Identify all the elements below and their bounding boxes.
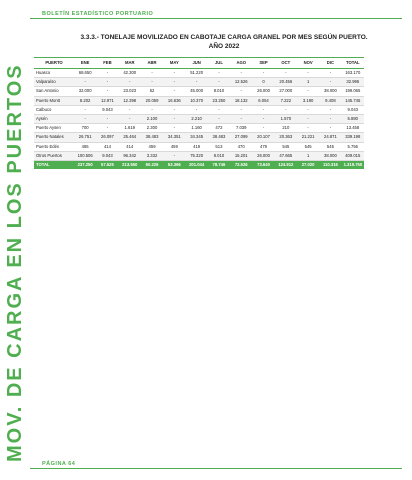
value-cell: 42.300 [119, 69, 141, 78]
value-cell: 409.015 [342, 151, 364, 160]
value-cell: 1.160 [185, 124, 207, 133]
value-cell: 45.000 [185, 87, 207, 96]
total-label-cell: TOTAL [34, 161, 74, 170]
value-cell: - [163, 115, 185, 124]
value-cell: - [319, 105, 341, 114]
footer-divider [30, 468, 402, 469]
value-cell: 545 [297, 142, 319, 151]
value-cell: - [319, 69, 341, 78]
value-cell: 96.342 [119, 151, 141, 160]
table-row [34, 133, 364, 142]
value-cell: - [96, 124, 118, 133]
value-cell: 32.995 [342, 78, 364, 87]
value-cell: 12.971 [96, 96, 118, 105]
value-cell: - [96, 115, 118, 124]
table-row [34, 78, 364, 87]
column-header-may: MAY [163, 58, 185, 69]
value-cell: 3.332 [141, 151, 163, 160]
value-cell: - [96, 78, 118, 87]
value-cell: 20.107 [252, 133, 274, 142]
table-row [34, 87, 364, 96]
value-cell: 34.351 [163, 133, 185, 142]
total-value-cell: 73.640 [252, 161, 274, 170]
table-header-row [34, 58, 364, 69]
value-cell: - [208, 69, 230, 78]
port-name-cell: Puerto Natales [34, 133, 74, 142]
total-value-cell: 57.525 [96, 161, 118, 170]
value-cell: - [297, 87, 319, 96]
value-cell: - [208, 105, 230, 114]
value-cell: 9.043 [342, 105, 364, 114]
value-cell: - [275, 69, 297, 78]
value-cell: - [141, 105, 163, 114]
total-value-cell: 72.526 [230, 161, 252, 170]
column-header-mar: MAR [119, 58, 141, 69]
header-title: BOLETÍN ESTADÍSTICO PORTUARIO [38, 11, 157, 17]
value-cell: 5.880 [342, 115, 364, 124]
value-cell: 38.000 [319, 87, 341, 96]
port-name-cell: Puerto Edén [34, 142, 74, 151]
value-cell: 414 [96, 142, 118, 151]
table-row [34, 124, 364, 133]
value-cell: - [163, 105, 185, 114]
value-cell: 8.010 [208, 151, 230, 160]
value-cell: - [208, 115, 230, 124]
value-cell: 7.039 [230, 124, 252, 133]
header-divider [30, 18, 402, 19]
value-cell: - [319, 78, 341, 87]
value-cell: - [141, 78, 163, 87]
value-cell: - [297, 115, 319, 124]
value-cell: - [119, 105, 141, 114]
value-cell: - [119, 78, 141, 87]
column-header-abr: ABR [141, 58, 163, 69]
table-title-line1: 3.3.3.- TONELAJE MOVILIZADO EN CABOTAJE CARGA GRANEL POR MES SEGÚN PUERTO. [80, 34, 368, 41]
value-cell: 26.751 [74, 133, 96, 142]
total-value-cell: 60.226 [141, 161, 163, 170]
value-cell: 2.300 [141, 124, 163, 133]
value-cell: 700 [74, 124, 96, 133]
value-cell: 470 [230, 142, 252, 151]
value-cell: 26.000 [252, 151, 274, 160]
value-cell: 339.198 [342, 133, 364, 142]
value-cell: - [163, 124, 185, 133]
value-cell: 23.023 [119, 87, 141, 96]
value-cell: - [230, 69, 252, 78]
value-cell: 459 [163, 142, 185, 151]
value-cell: 20.059 [141, 96, 163, 105]
value-cell: 3.190 [297, 96, 319, 105]
value-cell: 163.170 [342, 69, 364, 78]
value-cell: - [141, 69, 163, 78]
total-value-cell: 213.550 [119, 161, 141, 170]
table-row [34, 151, 364, 160]
port-name-cell: Aysén [34, 115, 74, 124]
column-header-nov: NOV [297, 58, 319, 69]
value-cell: 51.220 [185, 69, 207, 78]
column-header-dic: DIC [319, 58, 341, 69]
value-cell: 2.210 [185, 115, 207, 124]
value-cell: 32.000 [74, 87, 96, 96]
value-cell: 145.745 [342, 96, 364, 105]
column-header-sep: SEP [252, 58, 274, 69]
value-cell: 27.000 [275, 87, 297, 96]
value-cell: 12.398 [119, 96, 141, 105]
value-cell: - [230, 105, 252, 114]
value-cell: - [252, 69, 274, 78]
value-cell: 199.065 [342, 87, 364, 96]
value-cell: 414 [119, 142, 141, 151]
port-name-cell: Puerto Aysen [34, 124, 74, 133]
total-value-cell: 110.316 [319, 161, 341, 170]
value-cell: 479 [252, 142, 274, 151]
table-title-line2: AÑO 2022 [208, 43, 240, 50]
value-cell: 38.483 [208, 133, 230, 142]
table-title [50, 33, 398, 51]
value-cell: 23.250 [208, 96, 230, 105]
value-cell: - [185, 105, 207, 114]
value-cell: - [96, 87, 118, 96]
value-cell: 100.506 [74, 151, 96, 160]
column-header-ago: AGO [230, 58, 252, 69]
value-cell: 472 [208, 124, 230, 133]
value-cell: 52 [141, 87, 163, 96]
value-cell: 26.097 [96, 133, 118, 142]
value-cell: - [297, 69, 319, 78]
value-cell: 75.320 [185, 151, 207, 160]
value-cell: 1 [297, 78, 319, 87]
value-cell: 20.363 [275, 133, 297, 142]
value-cell: - [252, 115, 274, 124]
value-cell: 13.458 [342, 124, 364, 133]
value-cell: 38.483 [141, 133, 163, 142]
column-header-ene: ENE [74, 58, 96, 69]
table-row [34, 96, 364, 105]
value-cell: - [163, 69, 185, 78]
value-cell: 5.756 [342, 142, 364, 151]
value-cell: 419 [185, 142, 207, 151]
total-value-cell: 201.044 [185, 161, 207, 170]
value-cell: 68.650 [74, 69, 96, 78]
value-cell: 18.132 [230, 96, 252, 105]
total-value-cell: 237.250 [74, 161, 96, 170]
value-cell: - [208, 78, 230, 87]
column-header-feb: FEB [96, 58, 118, 69]
value-cell: - [297, 105, 319, 114]
total-value-cell: 78.746 [208, 161, 230, 170]
value-cell: 1.570 [275, 115, 297, 124]
table-row [34, 142, 364, 151]
value-cell: 7.222 [275, 96, 297, 105]
value-cell: 0 [252, 78, 274, 87]
table-row [34, 69, 364, 78]
value-cell: 1.619 [119, 124, 141, 133]
value-cell: 6.054 [252, 96, 274, 105]
port-name-cell: San Antonio [34, 87, 74, 96]
total-value-cell: 1.319.750 [342, 161, 364, 170]
value-cell: 38.000 [319, 151, 341, 160]
value-cell: 210 [275, 124, 297, 133]
value-cell: 34.345 [185, 133, 207, 142]
value-cell: 26.000 [252, 87, 274, 96]
column-header-jun: JUN [185, 58, 207, 69]
value-cell: - [185, 78, 207, 87]
value-cell: - [230, 87, 252, 96]
value-cell: 10.370 [185, 96, 207, 105]
column-header-oct: OCT [275, 58, 297, 69]
port-name-cell: Otros Puertos [34, 151, 74, 160]
value-cell: 27.099 [230, 133, 252, 142]
section-side-title: MOV. DE CARGA EN LOS PUERTOS [4, 63, 26, 462]
value-cell: 485 [74, 142, 96, 151]
value-cell: - [74, 105, 96, 114]
value-cell: - [319, 115, 341, 124]
value-cell: - [119, 115, 141, 124]
page-number: PÁGINA 64 [38, 461, 79, 467]
column-header-jul: JUL [208, 58, 230, 69]
port-name-cell: Calbuco [34, 105, 74, 114]
value-cell: - [163, 151, 185, 160]
value-cell: - [230, 115, 252, 124]
port-name-cell: Puerto Montt [34, 96, 74, 105]
value-cell: 9.408 [319, 96, 341, 105]
table-row [34, 105, 364, 114]
value-cell: - [163, 78, 185, 87]
total-value-cell: 124.912 [275, 161, 297, 170]
tonnage-table [34, 57, 364, 169]
value-cell: 8.010 [208, 87, 230, 96]
value-cell: 8.202 [74, 96, 96, 105]
value-cell: - [319, 124, 341, 133]
value-cell: 9.043 [96, 151, 118, 160]
total-value-cell: 53.366 [163, 161, 185, 170]
value-cell: 2.100 [141, 115, 163, 124]
value-cell: - [252, 124, 274, 133]
value-cell: 16.636 [163, 96, 185, 105]
value-cell: 513 [208, 142, 230, 151]
value-cell: 15.201 [230, 151, 252, 160]
value-cell: 25.464 [119, 133, 141, 142]
value-cell: 545 [275, 142, 297, 151]
value-cell: - [163, 87, 185, 96]
total-row [34, 161, 364, 170]
column-header-total: TOTAL [342, 58, 364, 69]
value-cell: 24.871 [319, 133, 341, 142]
total-value-cell: 27.020 [297, 161, 319, 170]
value-cell: - [74, 78, 96, 87]
value-cell: 545 [319, 142, 341, 151]
value-cell: - [252, 105, 274, 114]
value-cell: 47.665 [275, 151, 297, 160]
value-cell: 20.456 [275, 78, 297, 87]
port-name-cell: Huasco [34, 69, 74, 78]
value-cell: 9.043 [96, 105, 118, 114]
value-cell: - [275, 105, 297, 114]
value-cell: 1 [297, 151, 319, 160]
value-cell: 459 [141, 142, 163, 151]
value-cell: - [297, 124, 319, 133]
value-cell: - [74, 115, 96, 124]
value-cell: - [96, 69, 118, 78]
port-name-cell: Valparaíso [34, 78, 74, 87]
column-header-port: PUERTO [34, 58, 74, 69]
value-cell: 12.526 [230, 78, 252, 87]
table-row [34, 115, 364, 124]
value-cell: 21.221 [297, 133, 319, 142]
